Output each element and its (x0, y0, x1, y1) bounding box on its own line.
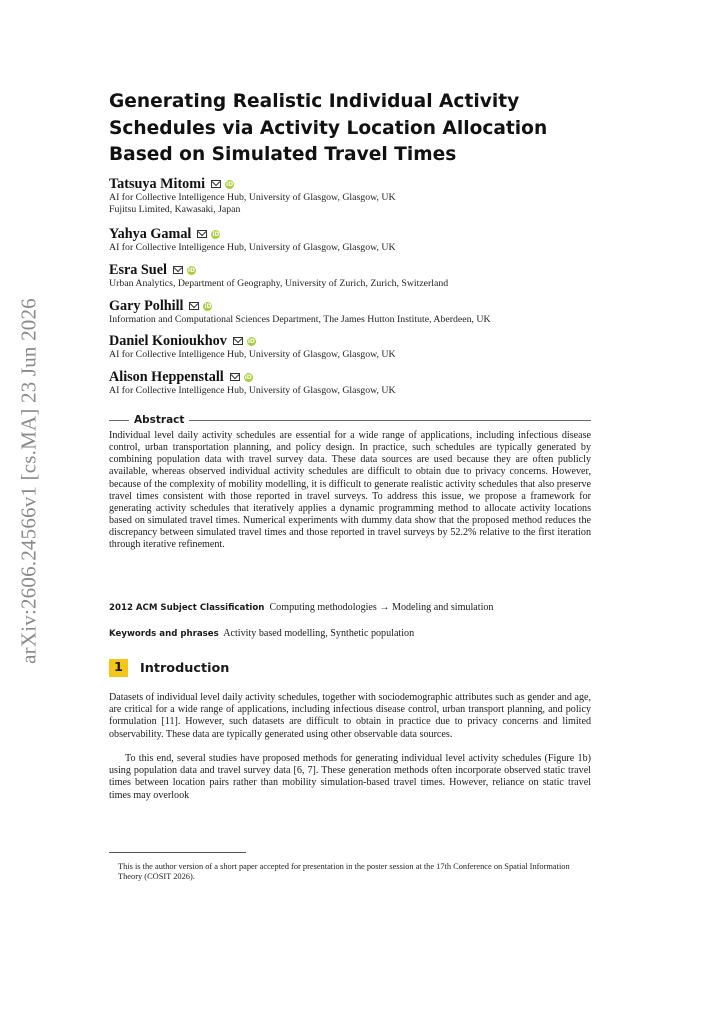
section-number: 1 (109, 659, 128, 677)
abstract-rule-left (109, 420, 129, 421)
orcid-icon[interactable]: iD (212, 230, 220, 238)
acm-classification-label: 2012 ACM Subject Classification (109, 603, 265, 613)
author-name-text: Yahya Gamal (109, 226, 192, 242)
author-affiliation: AI for Collective Intelligence Hub, University of Glasgow, Glasgow, UK (109, 349, 396, 360)
orcid-icon[interactable]: iD (247, 337, 255, 345)
abstract-text: Individual level daily activity schedules are essential for a wide range of applications, including infectious disease control, urban transportation planning, and policy design. In practice, such schedules are typically generated by combining population data with travel survey data. These data sources are used because they are often publicly available, whereas observed individual activity schedules are difficult to obtain due to privacy concerns. However, because of the complexity of mobility modelling, it is difficult to generate realistic activity schedules that also preserve travel times consistent with those reported in travel surveys. To address this issue, we propose a framework for generating activity schedules that iteratively applies a dynamic programming method to allocate activity locations based on simulated travel times. Numerical experiments with dummy data show that the proposed method reduces the discrepancy between simulated travel times and those reported in travel surveys by 52.2% relative to the first iteration through iterative refinement. (109, 430, 591, 551)
author-name-text: Daniel Konioukhov (109, 333, 227, 349)
body-paragraph: Datasets of individual level daily activity schedules, together with sociodemographic attributes such as gender and age, are critical for a wide range of applications, including infectious disease control, urban transport planning, and policy formulation [11]. However, such datasets are difficult to obtain in practice due to privacy concerns and limited observability. These data are typically generated using other observable data sources. (109, 692, 591, 740)
section-heading (109, 659, 229, 677)
author-affiliation: Fujitsu Limited, Kawasaki, Japan (109, 204, 241, 215)
orcid-icon[interactable]: iD (187, 266, 195, 274)
author-block (109, 262, 591, 290)
author-name-text: Esra Suel (109, 262, 167, 278)
author-block (109, 226, 591, 254)
email-icon[interactable] (189, 302, 199, 310)
body-paragraph: To this end, several studies have proposed methods for generating individual level activity schedules (Figure 1b) using population data and travel survey data [6, 7]. These generation methods often incorporate observed static travel times between location pairs rather than mobility simulation-based travel times. However, reliance on static travel times may overlook (109, 753, 591, 801)
paper-title: Generating Realistic Individual Activity Schedules via Activity Location Allocation Based on Simulated Travel Times (109, 91, 548, 165)
arxiv-sidebar (12, 296, 46, 666)
author-name-text: Tatsuya Mitomi (109, 176, 206, 192)
author-block (109, 333, 591, 361)
email-icon[interactable] (233, 337, 243, 345)
orcid-icon[interactable]: iD (244, 373, 252, 381)
author-name-text: Alison Heppenstall (109, 369, 224, 385)
author-block (109, 369, 591, 397)
email-icon[interactable] (173, 266, 183, 274)
abstract-rule-right (189, 420, 591, 421)
author-block (109, 176, 591, 216)
author-block (109, 298, 591, 326)
author-affiliation: Information and Computational Sciences Department, The James Hutton Institute, Aberdeen, UK (109, 314, 491, 325)
email-icon[interactable] (230, 373, 240, 381)
author-name (109, 176, 591, 192)
author-name (109, 298, 591, 314)
author-name (109, 333, 591, 349)
orcid-icon[interactable]: iD (226, 180, 234, 188)
abstract-heading (109, 413, 591, 427)
footnote: This is the author version of a short paper accepted for presentation in the poster session at the 17th Conference on Spatial Information Theory (COSIT 2026). (118, 862, 570, 882)
arxiv-identifier: arXiv:2606.24566v1 [cs.MA] 23 Jun 2026 (16, 298, 41, 664)
author-affiliation: AI for Collective Intelligence Hub, University of Glasgow, Glasgow, UK (109, 385, 396, 396)
keywords (109, 628, 591, 640)
footnote-rule (109, 852, 246, 853)
author-name-text: Gary Polhill (109, 298, 184, 314)
acm-classification-text: Computing methodologies → Modeling and simulation (269, 602, 494, 613)
author-affiliation: Urban Analytics, Department of Geography, University of Zurich, Zurich, Switzerland (109, 278, 449, 289)
acm-classification (109, 602, 591, 614)
email-icon[interactable] (211, 180, 221, 188)
keywords-text: Activity based modelling, Synthetic population (223, 628, 415, 639)
author-name (109, 262, 591, 278)
author-name (109, 369, 591, 385)
email-icon[interactable] (197, 230, 207, 238)
author-affiliation: AI for Collective Intelligence Hub, University of Glasgow, Glasgow, UK (109, 242, 396, 253)
section-title: Introduction (140, 660, 230, 676)
orcid-icon[interactable]: iD (204, 302, 212, 310)
abstract-heading-text: Abstract (134, 414, 185, 426)
author-name (109, 226, 591, 242)
keywords-label: Keywords and phrases (109, 629, 219, 639)
author-affiliation: AI for Collective Intelligence Hub, University of Glasgow, Glasgow, UK (109, 192, 396, 203)
